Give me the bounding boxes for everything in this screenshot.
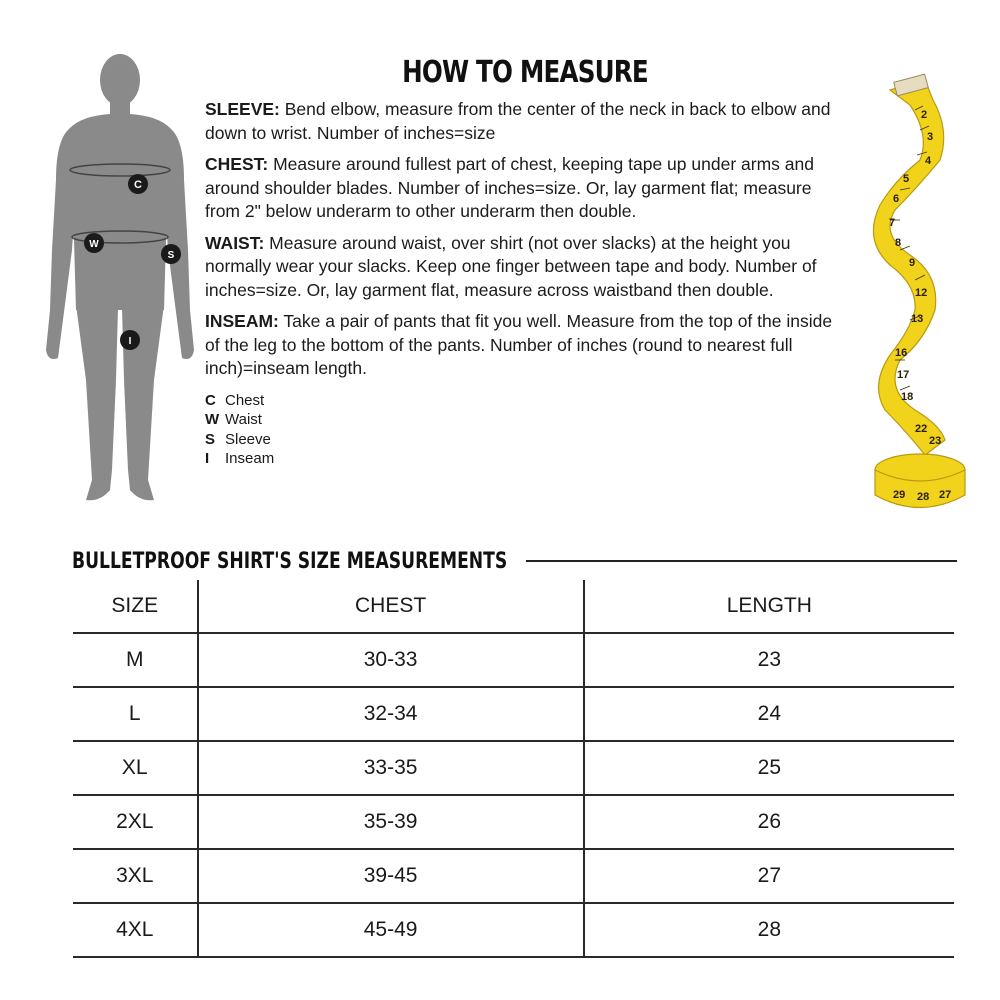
table-row xyxy=(73,633,954,687)
sleeve-marker xyxy=(161,244,181,264)
length-cell: 27 xyxy=(584,849,954,903)
size-cell: 2XL xyxy=(73,795,198,849)
body-figure-icon xyxy=(40,50,200,520)
legend-key: W xyxy=(205,411,220,428)
chest-instruction xyxy=(205,153,845,224)
tape-number: 18 xyxy=(901,391,914,403)
size-table-heading xyxy=(72,546,957,576)
table-row xyxy=(73,687,954,741)
size-cell: M xyxy=(73,633,198,687)
chest-cell: 30-33 xyxy=(198,633,584,687)
tape-number: 16 xyxy=(895,347,908,359)
length-cell: 26 xyxy=(584,795,954,849)
length-cell: 24 xyxy=(584,687,954,741)
size-cell: 3XL xyxy=(73,849,198,903)
tape-number: 8 xyxy=(895,237,902,249)
tape-number: 13 xyxy=(911,313,924,325)
legend-key: I xyxy=(205,450,210,467)
table-row xyxy=(73,795,954,849)
tape-number: 9 xyxy=(909,257,916,269)
page-title: HOW TO MEASURE xyxy=(402,55,648,90)
tape-number: 5 xyxy=(903,173,910,185)
tape-number: 17 xyxy=(897,369,910,381)
chest-cell: 35-39 xyxy=(198,795,584,849)
waist-text: Measure around waist, over shirt (not over slacks) at the height you normally wear your slacks. Keep one finger between tape and body. Number of inches=size. Or, lay garment flat, measure across waistband then double. xyxy=(205,232,817,300)
legend-item xyxy=(205,449,845,469)
inseam-instruction xyxy=(205,310,845,381)
legend-item xyxy=(205,410,845,430)
tape-number: 29 xyxy=(893,489,906,501)
size-table xyxy=(73,580,954,958)
legend-label: Inseam xyxy=(225,450,275,467)
chest-label: CHEST: xyxy=(205,154,269,174)
how-to-measure-section xyxy=(205,55,845,469)
column-header-size: SIZE xyxy=(73,580,198,633)
legend-key: S xyxy=(205,430,216,448)
tape-number: 22 xyxy=(915,423,928,435)
inseam-label: INSEAM: xyxy=(205,311,279,331)
table-row xyxy=(73,903,954,957)
tape-number: 7 xyxy=(889,217,896,229)
size-cell: XL xyxy=(73,741,198,795)
length-cell: 23 xyxy=(584,633,954,687)
waist-label: WAIST: xyxy=(205,232,265,253)
size-cell: 4XL xyxy=(73,903,198,957)
waist-instruction xyxy=(205,232,845,303)
size-table-title: BULLETPROOF SHIRT'S SIZE MEASUREMENTS xyxy=(72,548,508,574)
chest-cell: 45-49 xyxy=(198,903,584,957)
heading-rule xyxy=(526,560,957,562)
legend-label: Waist xyxy=(225,411,262,428)
measuring-tape-icon xyxy=(855,60,980,520)
sleeve-text: Bend elbow, measure from the center of the neck in back to elbow and down to wrist. Number of inches=size xyxy=(205,99,831,143)
tape-number: 6 xyxy=(893,193,900,205)
svg-text:S: S xyxy=(167,250,175,261)
legend xyxy=(205,391,845,469)
measuring-tape-image xyxy=(855,60,980,520)
tape-number: 4 xyxy=(925,155,932,167)
inseam-text: Take a pair of pants that fit you well. Measure from the top of the inside of the leg to the bottom of the pants. Number of inches (round to nearest full inch)=inseam length. xyxy=(205,311,833,378)
length-cell: 28 xyxy=(584,903,954,957)
tape-number: 3 xyxy=(927,131,934,143)
tape-number: 12 xyxy=(915,287,928,299)
chest-cell: 39-45 xyxy=(198,849,584,903)
chest-cell: 33-35 xyxy=(198,741,584,795)
svg-text:W: W xyxy=(89,239,99,250)
legend-item xyxy=(205,430,845,450)
chest-cell: 32-34 xyxy=(198,687,584,741)
length-cell: 25 xyxy=(584,741,954,795)
column-header-length: LENGTH xyxy=(584,580,954,633)
tape-number: 23 xyxy=(929,435,942,447)
chest-marker xyxy=(128,174,148,194)
tape-number: 28 xyxy=(917,491,930,503)
inseam-marker xyxy=(120,330,140,350)
svg-text:C: C xyxy=(134,179,142,191)
waist-marker xyxy=(84,233,104,253)
size-cell: L xyxy=(73,687,198,741)
svg-text:I: I xyxy=(128,336,132,347)
tape-number: 27 xyxy=(939,489,952,501)
legend-label: Chest xyxy=(225,391,265,409)
legend-item xyxy=(205,391,845,411)
table-header-row xyxy=(73,580,954,633)
sleeve-label: SLEEVE: xyxy=(205,99,280,119)
body-silhouette xyxy=(40,50,200,520)
column-header-chest: CHEST xyxy=(198,580,584,633)
table-row xyxy=(73,741,954,795)
table-row xyxy=(73,849,954,903)
chest-text: Measure around fullest part of chest, keeping tape up under arms and around shoulder blades. Number of inches=size. Or, lay garment flat; measure from 2" below underarm to other underarm then double. xyxy=(205,154,814,221)
legend-key: C xyxy=(205,391,216,409)
sleeve-instruction xyxy=(205,98,845,145)
tape-number: 2 xyxy=(921,109,928,121)
legend-label: Sleeve xyxy=(225,430,271,448)
